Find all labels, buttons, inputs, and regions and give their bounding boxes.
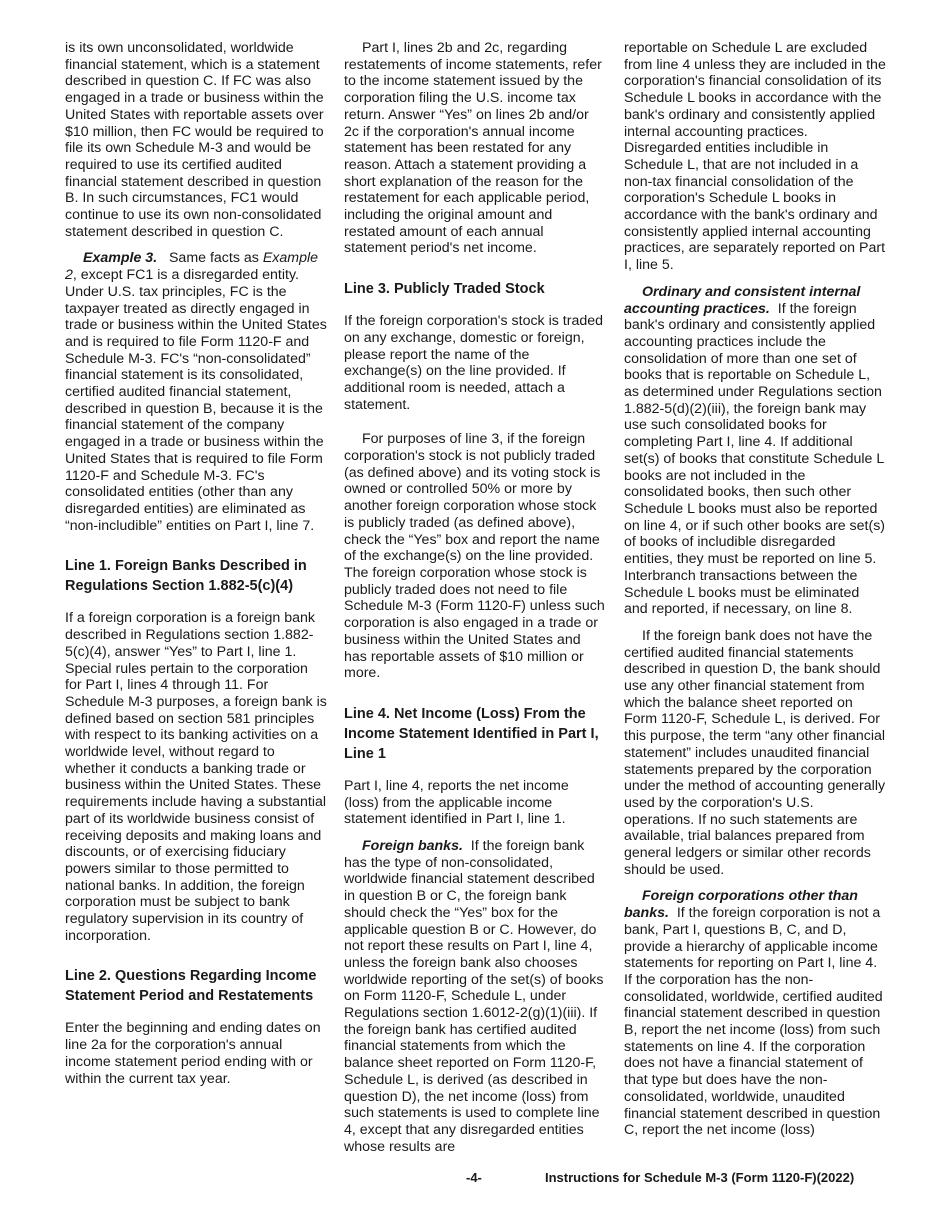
paragraph-foreign-banks <box>344 838 606 1155</box>
paragraph-line-3b: For purposes of line 3, if the foreign corporation's stock is not publicly traded (as defined above) and its voting stock is owned or controlled 50% or more by another foreign corporation whose stock is publicly traded (as defined above), check the “Yes” box and report the name of the exchange(s) on the line provided. The foreign corporation whose stock is publicly traded does not need to file Schedule M-3 (Form 1120-F) unless such corporation is also engaged in a trade or business within the United States and has reportable assets of $10 million or more. <box>344 431 605 682</box>
ordinary-consistent-text: If the foreign bank's ordinary and consistently applied accounting practices include the consolidation of more than one set of books that is reportable on Schedule L, as determined under Regulations section 1.882-5(d)(2)(iii), the foreign bank may use such consolidated books for completing Part I, line 4. If additional set(s) of books that constitute Schedule L books are not included in the consolidated books, then such other Schedule L books must also be reported on line 4, or if such other books are set(s) of books of includible disregarded entities, they must be reported on line 5. Interbranch transactions between the Schedule L books must be eliminated and reported, if necessary, on line 8. <box>624 300 886 618</box>
paragraph-line-4: Part I, line 4, reports the net income (loss) from the applicable income statement identified in Part I, line 1. <box>344 777 569 828</box>
foreign-banks-text: If the foreign bank has the type of non-consolidated, worldwide financial statement described in question B or C, the foreign bank should check the “Yes” box for the applicable question B or C. However, do not report these results on Part I, line 4, unless the foreign bank also chooses worldwide reporting of the set(s) of books on Form 1120-F, Schedule L, under Regulations section 1.6012-2(g)(1)(iii). If the foreign bank has certified audited financial statements from which the balance sheet reported on Form 1120-F, Schedule L, is derived (as described in question D), the net income (loss) from such statements is used to complete line 4, except that any disregarded entities whose results are <box>344 838 604 1155</box>
example-3-label: Example 3. <box>83 250 158 267</box>
paragraph-foreign-corporations <box>624 888 886 1139</box>
paragraph-schedule-l-continued: reportable on Schedule L are excluded from line 4 unless they are included in the corporation's financial consolidation of its Schedule L books in accordance with the bank's ordinary and consistently applied internal accounting practices. Disregarded entities includible in Schedule L, that are not included in a non-tax financial consolidation of the corporation's Schedule L books in accordance with the bank's ordinary and consistently applied internal accounting practices, are separately reported on Part I, line 5. <box>624 40 886 274</box>
page-number: -4- <box>466 1170 482 1185</box>
paragraph-ordinary-consistent <box>624 284 886 618</box>
paragraph-line-2: Enter the beginning and ending dates on line 2a for the corporation's annual income statement period ending with or within the current tax year. <box>65 1020 321 1087</box>
example-2-reference: Example 2 <box>65 250 319 284</box>
paragraph-fc-continued: is its own unconsolidated, worldwide financial statement, which is a statement described in question C. If FC was also engaged in a trade or business within the United States with reportable assets over $10 million, then FC would be required to file its own Schedule M-3 and would be required to use its certified audited financial statement described in question B. In such circumstances, FC1 would continue to use its own non-consolidated statement described in question C. <box>65 40 324 240</box>
heading-line-3: Line 3. Publicly Traded Stock <box>344 281 545 298</box>
foreign-corporations-label: Foreign corporations other than banks. <box>624 888 858 922</box>
ordinary-consistent-label: Ordinary and consistent internal accounting practices. <box>624 283 861 317</box>
document-title: Instructions for Schedule M-3 (Form 1120-F)(2022) <box>545 1170 855 1185</box>
heading-line-1: Line 1. Foreign Banks Described in Regulations Section 1.882-5(c)(4) <box>65 558 307 595</box>
paragraph-line-1: If a foreign corporation is a foreign bank described in Regulations section 1.882-5(c)(4), answer “Yes” to Part I, line 1. Special rules pertain to the corporation for Part I, lines 4 through 11. For Schedule M-3 purposes, a foreign bank is defined based on section 581 principles with respect to its banking activities on a worldwide level, without regard to whether it conducts a banking trade or business within the United States. These requirements include having a substantial part of its worldwide business consist of receiving deposits and making loans and discounts, or of exercising fiduciary powers similar to those permitted to national banks. In addition, the foreign corporation must be subject to bank regulatory supervision in its country of incorporation. <box>65 610 327 944</box>
paragraph-example-3 <box>65 250 327 534</box>
heading-line-2: Line 2. Questions Regarding Income Statement Period and Restatements <box>65 968 317 1005</box>
paragraph-line-3a: If the foreign corporation's stock is traded on any exchange, domestic or foreign, please report the name of the exchange(s) on the line provided. If additional room is needed, attach a statement. <box>344 313 604 413</box>
column-3 <box>624 40 886 1149</box>
foreign-banks-label: Foreign banks. <box>362 838 463 855</box>
column-1 <box>65 40 327 1097</box>
heading-line-4: Line 4. Net Income (Loss) From the Income Statement Identified in Part I, Line 1 <box>344 705 599 762</box>
foreign-corporations-text: If the foreign corporation is not a bank, Part I, questions B, C, and D, provide a hierarchy of applicable income statements for reporting on Part I, line 4. If the corporation has the non-consolidated, worldwide, certified audited financial statement described in question B, report the net income (loss) from such statements on line 4. If the corporation does not have a financial statement of that type but does have the non-consolidated, worldwide, unaudited financial statement described in question C, report the net income (loss) <box>624 905 883 1139</box>
column-2 <box>344 40 606 1165</box>
example-3-text-b: , except FC1 is a disregarded entity. Under U.S. tax principles, FC is the taxpayer treated as directly engaged in trade or business within the United States and is required to file Form 1120-F and Schedule M-3. FC's “non-consolidated” financial statement is its consolidated, certified audited financial statement, described in question B, because it is the financial statement of the company engaged in a trade or business within the United States that is required to file Form 1120-F and Schedule M-3. FC's consolidated entities (other than any disregarded entities) are eliminated as “non-includible” entities on Part I, line 7. <box>65 267 327 534</box>
paragraph-restatements: Part I, lines 2b and 2c, regarding restatements of income statements, refer to the income statement issued by the corporation filing the U.S. income tax return. Answer “Yes” on lines 2b and/or 2c if the corporation's annual income statement has been restated for any reason. Attach a statement providing a short explanation of the reason for the restatement for each applicable period, including the original amount and restated amount of each annual statement period's net income. <box>344 40 602 257</box>
example-3-text-a: Same facts as <box>168 250 259 267</box>
paragraph-no-audited-statements: If the foreign bank does not have the certified audited financial statements described in question D, the bank should use any other financial statement from which the balance sheet reported on Form 1120-F, Schedule L, is derived. For this purpose, the term “any other financial statement” includes unaudited financial statements prepared by the corporation under the method of accounting generally used by the corporation's U.S. operations. If no such statements are available, trial balances prepared from general ledgers or similar other records should be used. <box>624 627 886 878</box>
